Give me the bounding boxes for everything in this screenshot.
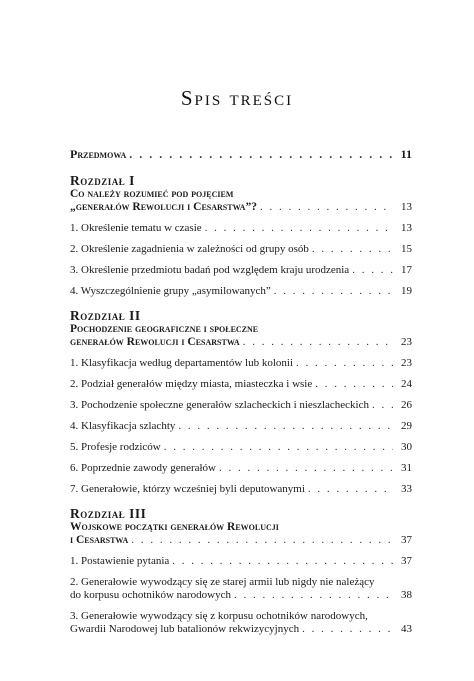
chapter-3-label: Rozdział III [70,506,147,521]
chapter-2-label: Rozdział II [70,308,141,323]
leader-dots [131,534,393,547]
toc-entry-3-2[interactable] [70,576,412,602]
page-number: 13 [401,222,412,234]
entry-text: 1. Klasyfikacja według departamentów lub kolonii [70,357,293,369]
leader-dots [164,441,393,454]
page-number: 17 [401,264,412,276]
page-number: 23 [401,357,412,369]
entry-text: 5. Profesje rodziców [70,441,161,453]
entry-text-line2: Gwardii Narodowej lub batalionów rekwizycyjnych [70,623,300,635]
entry-text: 2. Podział generałów między miasta, miasteczka i wsie [70,378,313,390]
entry-text: 6. Poprzednie zawody generałów [70,462,217,474]
toc-entry-2-2[interactable] [70,378,412,391]
toc-entry-chapter-3[interactable] [70,534,412,547]
leader-dots [243,336,393,349]
leader-dots [372,399,393,412]
entry-text-line1: 3. Generałowie wywodzący się z korpusu ochotników narodowych, [70,610,368,622]
toc-entry-3-1[interactable] [70,555,412,568]
toc-entry-2-7[interactable] [70,483,412,496]
chapter-2-title-line1: Pochodzenie geograficzne i społeczne [70,323,259,335]
toc-entry-1-2[interactable] [70,243,412,256]
toc-entry-chapter-1[interactable] [70,201,412,214]
entry-text: 7. Generałowie, którzy wcześniej byli deputowanymi [70,483,305,495]
leader-dots [234,589,393,602]
toc-entry-3-3[interactable] [70,610,412,636]
entry-text: 3. Pochodzenie społeczne generałów szlacheckich i nieszlacheckich [70,399,369,411]
entry-text: 2. Określenie zagadnienia w zależności od grupy osób [70,243,309,255]
entry-text-line1: 2. Generałowie wywodzący się ze starej armii lub nigdy nie należący [70,576,375,588]
chapter-2-title-line2: generałów Rewolucji i Cesarstwa [70,336,240,348]
page-number: 43 [401,623,412,635]
page-number: 15 [401,243,412,255]
entry-text: 1. Postawienie pytania [70,555,170,567]
leader-dots [296,357,393,370]
leader-dots [129,148,393,161]
page-number: 37 [401,534,412,546]
leader-dots [352,264,393,277]
toc-entry-2-3[interactable] [70,399,412,412]
entry-text: 3. Określenie przedmiotu badań pod względem kraju urodzenia [70,264,350,276]
page-number: 13 [401,201,412,213]
leader-dots [205,222,393,235]
page-number: 30 [401,441,412,453]
page-number: 29 [401,420,412,432]
chapter-1-title-line1: Co należy rozumieć pod pojęciem [70,188,234,200]
leader-dots [312,243,393,256]
leader-dots [274,285,393,298]
page-number: 11 [400,147,412,161]
table-of-contents [70,148,412,636]
leader-dots [178,420,393,433]
entry-text: 4. Klasyfikacja szlachty [70,420,176,432]
chapter-1-label: Rozdział I [70,173,135,188]
leader-dots [219,462,393,475]
toc-entry-1-3[interactable] [70,264,412,277]
page-number: 37 [401,555,412,567]
entry-text: 1. Określenie tematu w czasie [70,222,202,234]
preface-label: Przedmowa [70,147,127,161]
chapter-3-title-line2: i Cesarstwa [70,534,129,546]
leader-dots [308,483,393,496]
toc-entry-2-1[interactable] [70,357,412,370]
leader-dots [260,201,393,214]
page-number: 24 [401,378,412,390]
leader-dots [172,555,393,568]
toc-entry-1-4[interactable] [70,285,412,298]
page-number: 23 [401,336,412,348]
entry-text: 4. Wyszczególnienie grupy „asymilowanych” [70,285,271,297]
chapter-1-title-line2: „generałów Rewolucji i Cesarstwa”? [70,201,257,213]
leader-dots [302,623,393,636]
page-number: 38 [401,589,412,601]
toc-entry-2-6[interactable] [70,462,412,475]
chapter-3-title-line1: Wojskowe początki generałów Rewolucji [70,521,279,533]
toc-entry-preface[interactable] [70,148,412,161]
leader-dots [315,378,393,391]
page-title: Spis treści [180,86,294,110]
page-number: 26 [401,399,412,411]
toc-entry-2-5[interactable] [70,441,412,454]
page-number: 31 [401,462,412,474]
entry-text-line2: do korpusu ochotników narodowych [70,589,232,601]
toc-entry-2-4[interactable] [70,420,412,433]
toc-entry-chapter-2[interactable] [70,336,412,349]
page-number: 33 [401,483,412,495]
toc-entry-1-1[interactable] [70,222,412,235]
page-number: 19 [401,285,412,297]
